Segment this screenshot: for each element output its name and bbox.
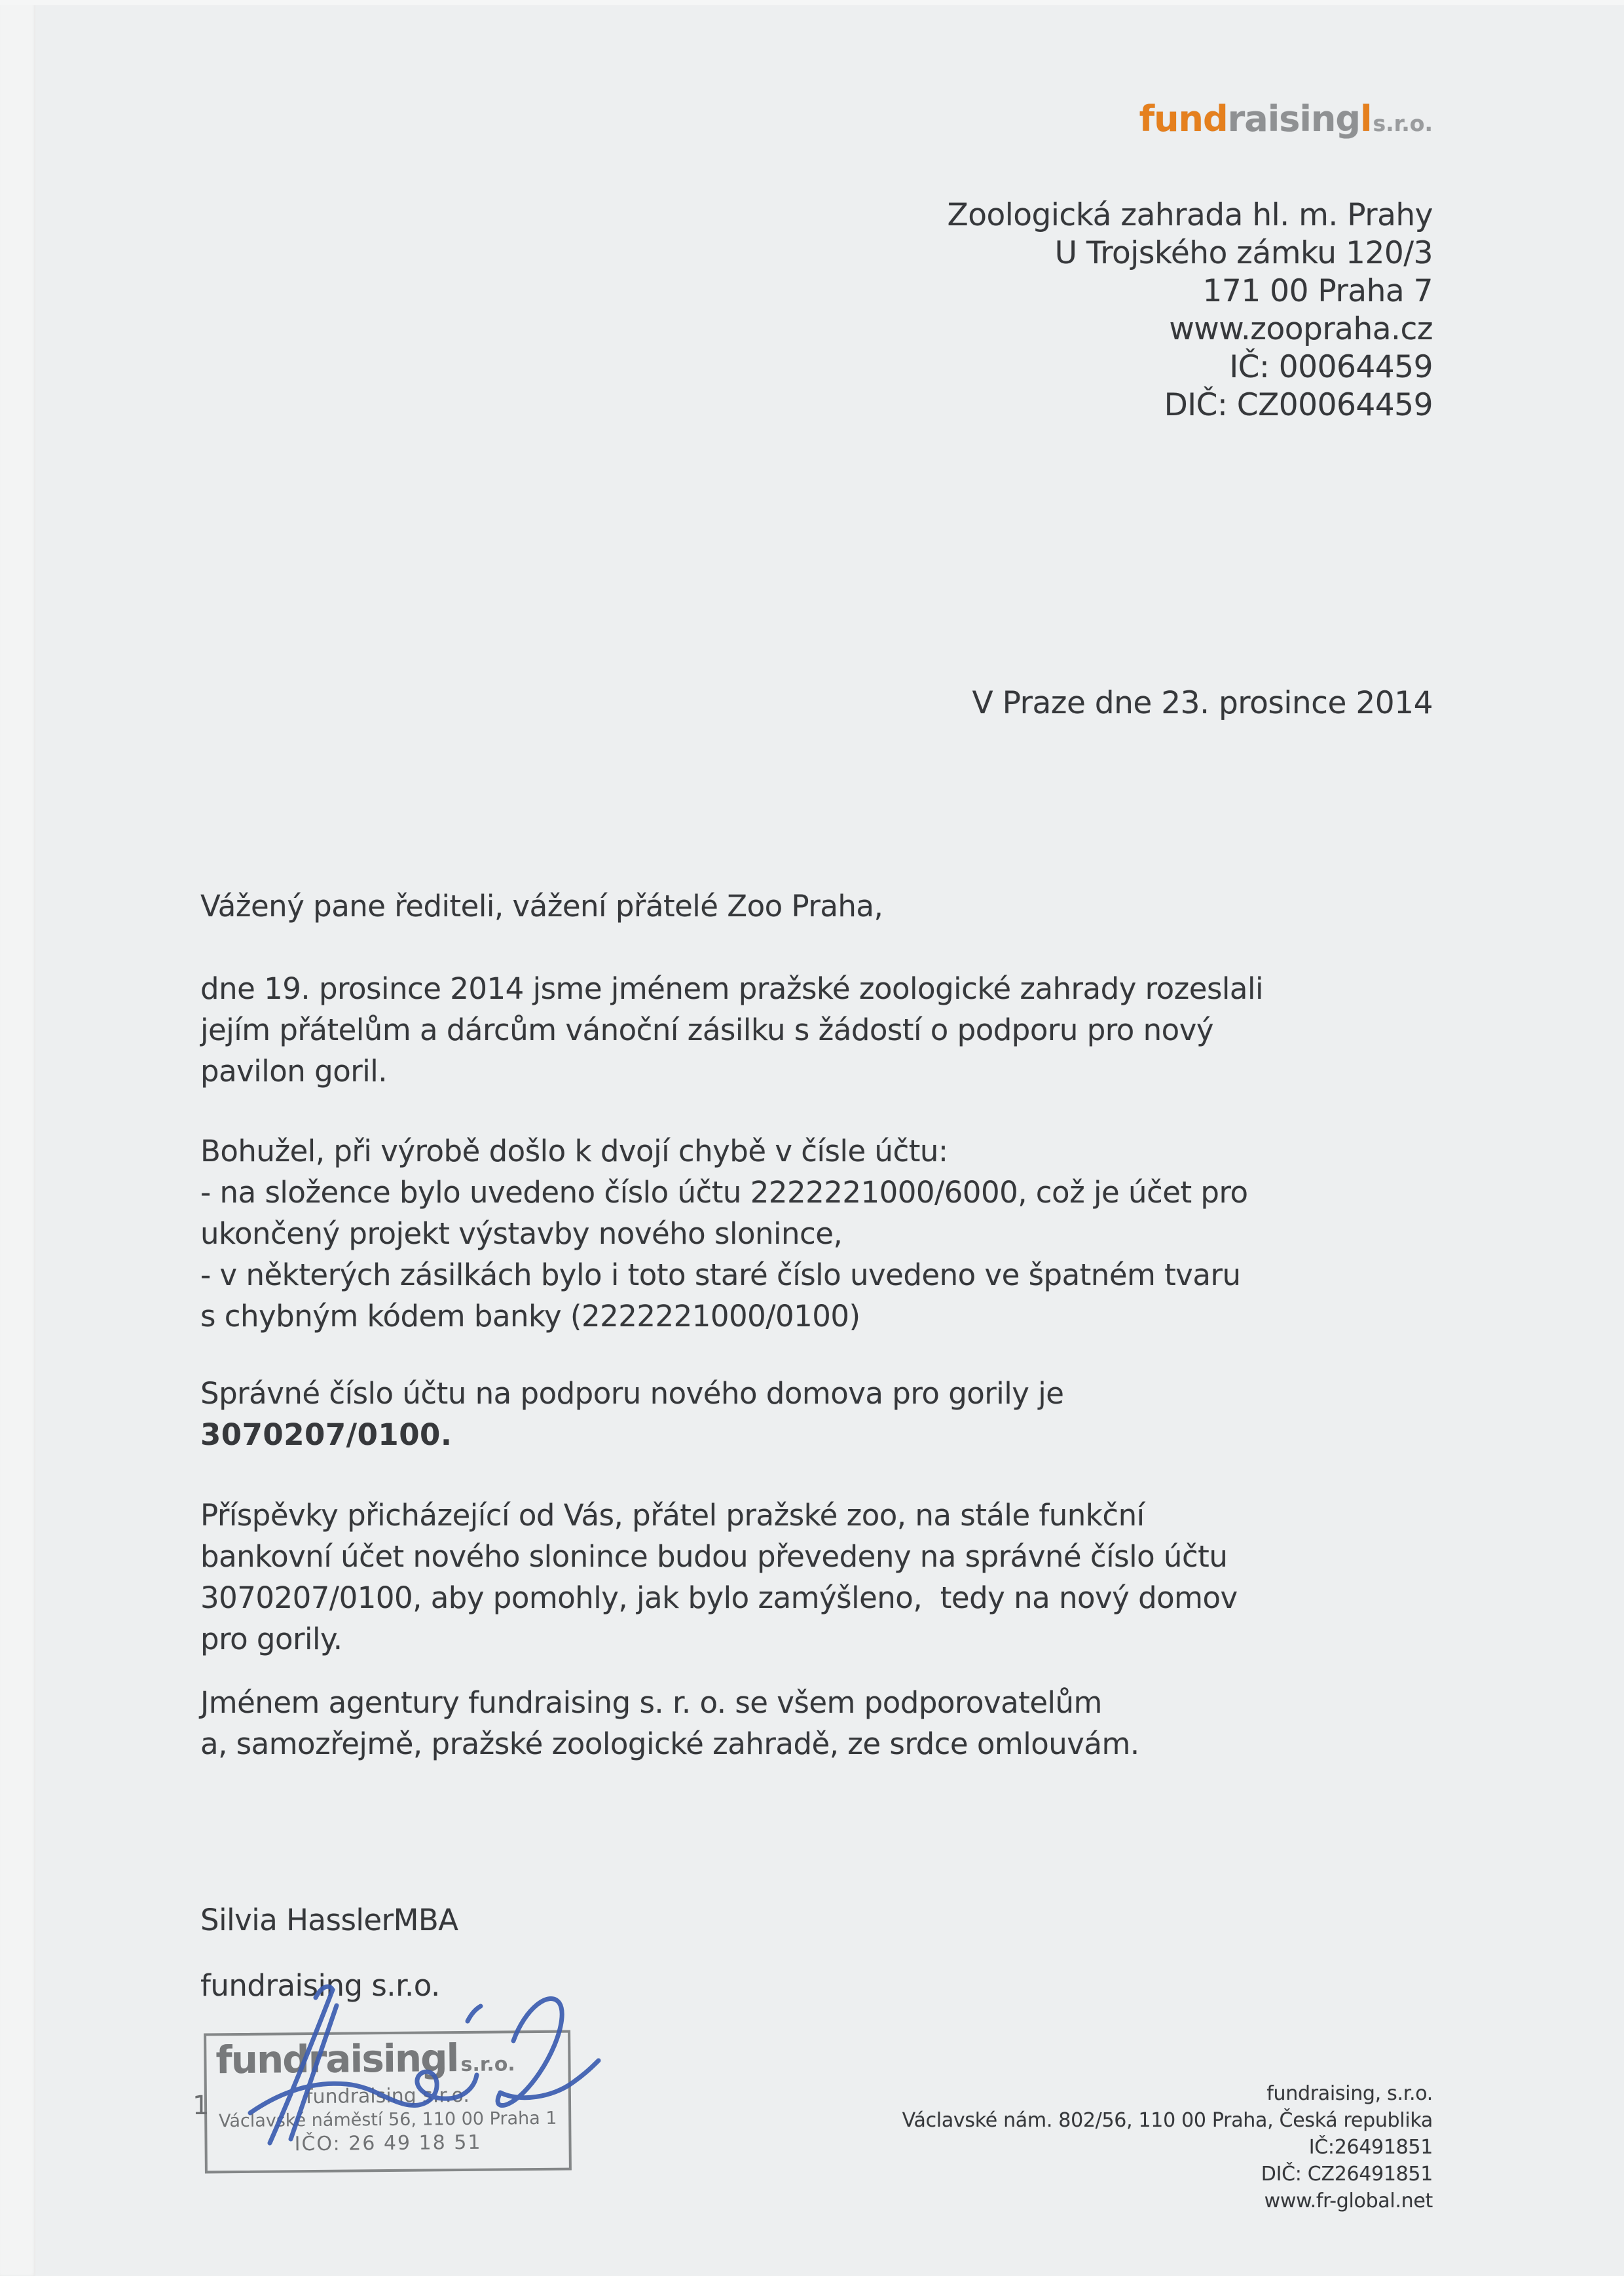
stamp-logo-suffix: s.r.o.: [460, 2053, 515, 2077]
body-line: Bohužel, při výrobě došlo k dvojí chybě v čísle účtu:: [200, 1134, 948, 1168]
body-line: 3070207/0100, aby pomohly, jak bylo zamýšleno, tedy na nový domov: [200, 1580, 1238, 1615]
body-line: jejím přátelům a dárcům vánoční zásilku s žádostí o podporu pro nový: [200, 1013, 1213, 1047]
paragraph-1: [200, 968, 1263, 1092]
recipient-ic: IČ: 00064459: [1229, 349, 1433, 385]
company-logo: [1139, 98, 1433, 140]
footer-website: www.fr-global.net: [1264, 2190, 1433, 2212]
logo-text-raising: raising: [1227, 98, 1360, 140]
paragraph-3: [200, 1373, 1063, 1455]
stamp-ico: IČO: 26 49 18 51: [294, 2131, 482, 2156]
paragraph-5: [200, 1682, 1139, 1764]
recipient-dic: DIČ: CZ00064459: [1164, 387, 1433, 423]
stamp-company-name: fundraising s.r.o.: [305, 2083, 470, 2109]
correct-account-number: 3070207/0100.: [200, 1417, 452, 1452]
signer-company: fundraising s.r.o.: [200, 1968, 440, 2003]
body-line: pro gorily.: [200, 1622, 342, 1656]
letter-footer: [902, 2080, 1433, 2214]
scanner-edge-top: [0, 0, 1624, 5]
footer-address: Václavské nám. 802/56, 110 00 Praha, Česká republika: [902, 2109, 1433, 2132]
signer-name: Silvia HasslerMBA: [200, 1903, 458, 1937]
salutation: Vážený pane řediteli, vážení přátelé Zoo Praha,: [200, 889, 883, 923]
footer-ic: IČ:26491851: [1308, 2136, 1433, 2159]
handwritten-signature: [231, 1983, 604, 2155]
body-line: a, samozřejmě, pražské zoologické zahradě, ze srdce omlouvám.: [200, 1726, 1139, 1761]
scanner-edge-shadow: [0, 0, 35, 2276]
recipient-address-block: [948, 196, 1433, 424]
recipient-line: U Trojského zámku 120/3: [1054, 235, 1433, 271]
body-line: Příspěvky přicházející od Vás, přátel pražské zoo, na stále funkční: [200, 1498, 1145, 1533]
body-line: dne 19. prosince 2014 jsme jménem pražské zoologické zahrady rozeslali: [200, 971, 1264, 1006]
stamp-address: Václavské náměstí 56, 110 00 Praha 1: [218, 2108, 557, 2132]
recipient-line: 171 00 Praha 7: [1202, 273, 1433, 309]
body-line: - na složence bylo uvedeno číslo účtu 2222221000/6000, což je účet pro: [200, 1175, 1248, 1210]
logo-text-bar: l: [1359, 98, 1372, 140]
recipient-website: www.zoopraha.cz: [1169, 311, 1433, 347]
body-line: Správné číslo účtu na podporu nového domova pro gorily je: [200, 1376, 1064, 1411]
stamp-logo-text: fundraisingl: [215, 2036, 458, 2083]
logo-text-fund: fund: [1139, 98, 1228, 140]
body-line: Jménem agentury fundraising s. r. o. se všem podporovatelům: [200, 1685, 1102, 1720]
body-line: ukončený projekt výstavby nového slonince,: [200, 1216, 843, 1251]
body-line: - v některých zásilkách bylo i toto staré číslo uvedeno ve špatném tvaru: [200, 1258, 1241, 1292]
footer-company: fundraising, s.r.o.: [1266, 2082, 1433, 2105]
recipient-line: Zoologická zahrada hl. m. Prahy: [947, 197, 1433, 233]
paragraph-2: [200, 1130, 1248, 1337]
page-number-artifact: 1: [193, 2091, 210, 2121]
date-line: V Praze dne 23. prosince 2014: [972, 685, 1433, 721]
footer-dic: DIČ: CZ26491851: [1261, 2163, 1433, 2186]
logo-text-suffix: s.r.o.: [1373, 111, 1433, 136]
body-line: pavilon goril.: [200, 1054, 388, 1089]
body-line: bankovní účet nového slonince budou převedeny na správné číslo účtu: [200, 1539, 1228, 1574]
body-line: s chybným kódem banky (2222221000/0100): [200, 1299, 860, 1334]
paragraph-4: [200, 1495, 1238, 1660]
